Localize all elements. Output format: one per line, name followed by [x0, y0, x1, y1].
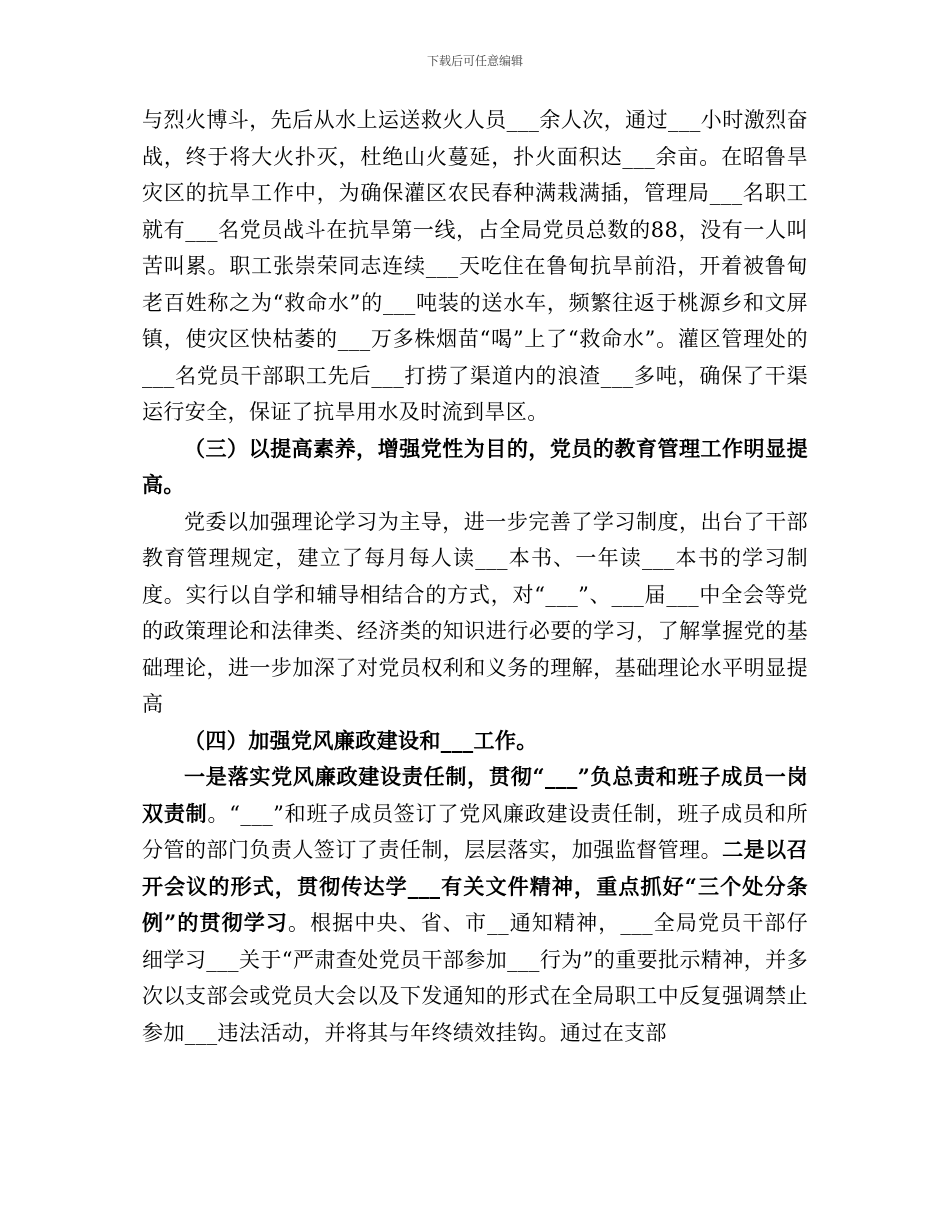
document-body: [142, 102, 808, 1051]
paragraph-integrity: [142, 759, 808, 1051]
paragraph-education: 党委以加强理论学习为主导，进一步完善了学习制度，出台了干部教育管理规定，建立了每月每人读___本书、一年读___本书的学习制度。实行以自学和辅导相结合的方式，对“___”、___届___中全会等党的政策理论和法律类、经济类的知识进行必要的学习，了解掌握党的基础理论，进一步加深了对党员权利和义务的理解，基础理论水平明显提高: [142, 509, 808, 716]
section-heading-4: （四）加强党风廉政建设和___工作。: [184, 727, 538, 753]
section-heading-3: （三）以提高素养，增强党性为目的，党员的教育管理工作明显提高。: [142, 435, 808, 497]
bold-point-two: 二是以召开会议的形式，贯彻传达学___有关文件精神，重点抓好“三个处分条例”的贯彻学习: [142, 837, 808, 935]
page-header: 下载后可任意编辑: [426, 54, 523, 68]
bold-point-one: 一是落实党风廉政建设责任制，贯彻“___”负总责和班子成员一岗双责制: [142, 764, 808, 826]
paragraph-fire-drought: 与烈火博斗，先后从水上运送救火人员___余人次，通过___小时激烈奋战，终于将大火扑灭，杜绝山火蔓延，扑火面积达___余亩。在昭鲁旱灾区的抗旱工作中，为确保灌区农民春种满栽满插，管理局___名职工就有___名党员战斗在抗旱第一线，占全局党员总数的88，没有一人叫苦叫累。职工张崇荣同志连续___天吃住在鲁甸抗旱前沿，开着被鲁甸老百姓称之为“救命水”的___吨装的送水车，频繁往返于桃源乡和文屏镇，使灾区快枯萎的___万多株烟苗“喝”上了“救命水”。灌区管理处的___名党员干部职工先后___打捞了渠道内的浪渣___多吨，确保了干渠运行安全，保证了抗旱用水及时流到旱区。: [142, 108, 808, 424]
text-point-one: 。“___”和班子成员签订了党风廉政建设责任制，班子成员和所分管的部门负责人签订了责任制，层层落实，加强监督管理。: [142, 801, 808, 862]
text-point-two: 。根据中央、省、市__通知精神，___全局党员干部仔细学习___关于“严肃查处党员干部参加___行为”的重要批示精神，并多次以支部会或党员大会以及下发通知的形式在全局职工中反复强调禁止参加___违法活动，并将其与年终绩效挂钩。通过在支部: [142, 911, 808, 1045]
